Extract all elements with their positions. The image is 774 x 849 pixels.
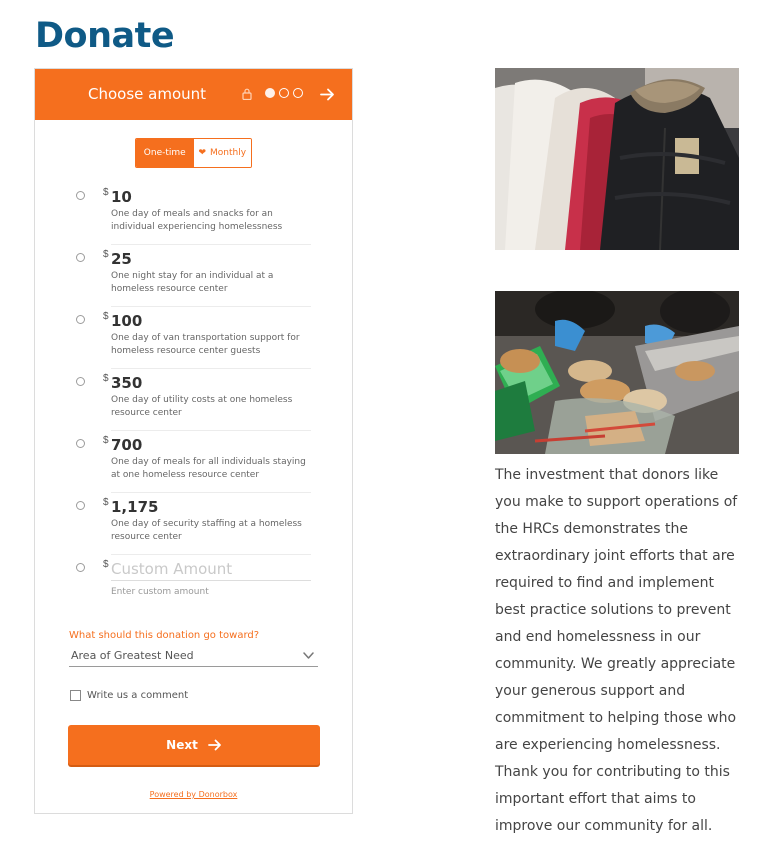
amount-radio[interactable] bbox=[76, 563, 85, 572]
amount-list bbox=[35, 183, 352, 617]
comment-checkbox[interactable] bbox=[70, 690, 81, 701]
comment-row bbox=[70, 688, 188, 702]
next-button[interactable] bbox=[68, 725, 320, 765]
coats-photo-image bbox=[495, 68, 739, 250]
amount-radio[interactable] bbox=[76, 315, 85, 324]
amount-radio[interactable] bbox=[76, 253, 85, 262]
frequency-toggle bbox=[135, 138, 252, 168]
amount-radio[interactable] bbox=[76, 501, 85, 510]
amount-option-1175[interactable] bbox=[35, 493, 352, 555]
next-button-label: Next bbox=[166, 738, 198, 752]
page-title: Donate bbox=[35, 16, 175, 56]
currency-symbol: $ bbox=[103, 373, 109, 384]
donation-widget bbox=[34, 68, 353, 814]
amount-radio[interactable] bbox=[76, 377, 85, 386]
one-time-option[interactable] bbox=[136, 139, 194, 167]
step-dot bbox=[279, 88, 289, 98]
custom-amount-hint: Enter custom amount bbox=[111, 587, 209, 597]
powered-by-link[interactable]: Powered by Donorbox bbox=[149, 790, 238, 799]
amount-value: 10 bbox=[111, 188, 132, 206]
coats-photo bbox=[495, 68, 739, 250]
amount-option-100[interactable] bbox=[35, 307, 352, 369]
amount-description: One day of utility costs at one homeless resource center bbox=[111, 395, 293, 418]
currency-symbol: $ bbox=[103, 559, 109, 570]
currency-symbol: $ bbox=[103, 187, 109, 198]
amount-description: One day of meals and snacks for an individual experiencing homelessness bbox=[111, 209, 283, 232]
sandwiches-photo bbox=[495, 291, 739, 454]
amount-radio[interactable] bbox=[76, 191, 85, 200]
body-paragraph: The investment that donors like you make to support operations of the HRCs demonstrates the extraordinary joint efforts that are required to find and implement best practice solutions to prevent and end homelessness in our community. We greatly appreciate your generous support and commitment to helping those who are experiencing homelessness. Thank you for contributing to this important effort that aims to improve our community for all. bbox=[495, 467, 738, 834]
destination-selected: Area of Greatest Need bbox=[71, 649, 194, 662]
amount-option-350[interactable] bbox=[35, 369, 352, 431]
step-dot-active bbox=[265, 88, 275, 98]
monthly-label: Monthly bbox=[210, 148, 247, 158]
amount-value: 1,175 bbox=[111, 498, 159, 516]
sandwiches-photo-image bbox=[495, 291, 739, 454]
amount-description: One day of security staffing at a homeless resource center bbox=[111, 519, 302, 542]
amount-value: 100 bbox=[111, 312, 143, 330]
arrow-right-icon bbox=[208, 739, 222, 751]
input-underline bbox=[111, 580, 311, 581]
monthly-option[interactable] bbox=[194, 139, 252, 167]
step-dot bbox=[293, 88, 303, 98]
one-time-label: One-time bbox=[143, 148, 186, 158]
comment-label[interactable]: Write us a comment bbox=[87, 689, 189, 701]
destination-select[interactable] bbox=[69, 647, 318, 667]
lock-icon bbox=[242, 88, 252, 100]
widget-header-title: Choose amount bbox=[88, 85, 207, 103]
currency-symbol: $ bbox=[103, 497, 109, 508]
step-indicator bbox=[265, 88, 303, 98]
currency-symbol: $ bbox=[103, 311, 109, 322]
amount-option-700[interactable] bbox=[35, 431, 352, 493]
custom-amount-input[interactable]: Custom Amount bbox=[111, 560, 233, 578]
amount-option-10[interactable] bbox=[35, 183, 352, 245]
currency-symbol: $ bbox=[103, 249, 109, 260]
chevron-down-icon bbox=[303, 651, 314, 660]
amount-radio[interactable] bbox=[76, 439, 85, 448]
amount-description: One day of van transportation support for homeless resource center guests bbox=[111, 333, 300, 356]
widget-header bbox=[35, 69, 352, 120]
heart-icon: ❤ bbox=[198, 148, 206, 158]
currency-symbol: $ bbox=[103, 435, 109, 446]
amount-option-25[interactable] bbox=[35, 245, 352, 307]
amount-description: One day of meals for all individuals staying at one homeless resource center bbox=[111, 457, 306, 480]
amount-value: 25 bbox=[111, 250, 132, 268]
amount-value: 350 bbox=[111, 374, 143, 392]
amount-value: 700 bbox=[111, 436, 143, 454]
destination-label: What should this donation go toward? bbox=[69, 630, 260, 641]
amount-description: One night stay for an individual at a homeless resource center bbox=[111, 271, 274, 294]
arrow-right-icon[interactable] bbox=[320, 87, 335, 102]
custom-amount-option[interactable] bbox=[35, 555, 352, 617]
